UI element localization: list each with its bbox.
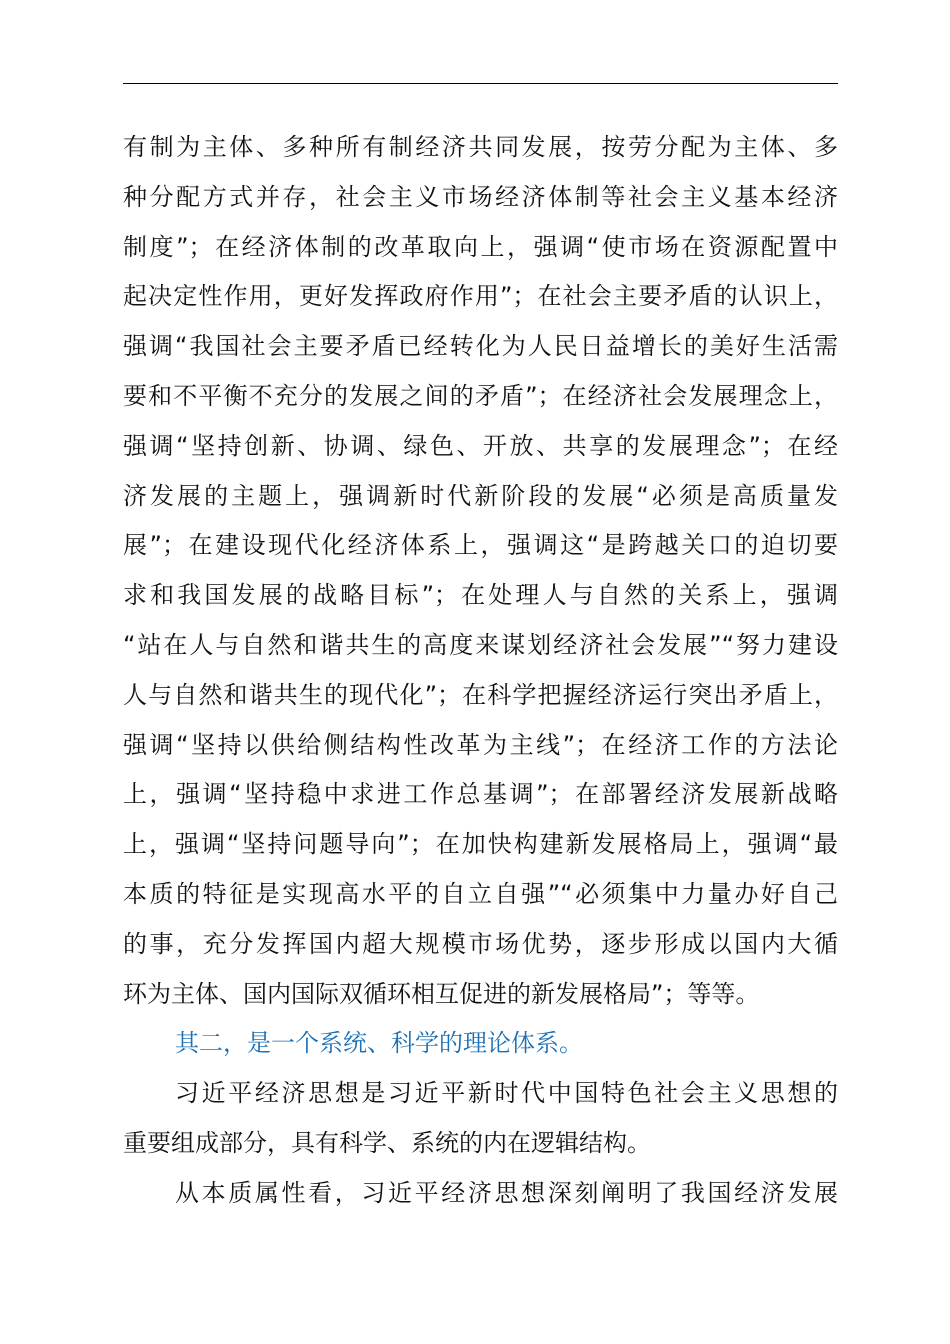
text-line: 人与自然和谐共生的现代化”；在科学把握经济运行突出矛盾上， — [123, 680, 838, 709]
text-line: 济发展的主题上，强调新时代新阶段的发展“必须是高质量发 — [123, 481, 838, 510]
text-line: 有制为主体、多种所有制经济共同发展，按劳分配为主体、多 — [123, 133, 838, 161]
text-line: 起决定性作用，更好发挥政府作用”；在社会主要矛盾的认识上， — [123, 282, 838, 311]
text-line: 重要组成部分，具有科学、系统的内在逻辑结构。 — [123, 1128, 651, 1157]
header-rule — [123, 83, 838, 84]
section-heading: 其二，是一个系统、科学的理论体系。 — [175, 1029, 583, 1058]
text-line: 强调“我国社会主要矛盾已经转化为人民日益增长的美好生活需 — [123, 332, 838, 361]
text-line: 展”；在建设现代化经济体系上，强调这“是跨越关口的迫切要 — [123, 531, 838, 560]
text-line: 习近平经济思想是习近平新时代中国特色社会主义思想的 — [175, 1079, 838, 1108]
text-line: “站在人与自然和谐共生的高度来谋划经济社会发展”“努力建设 — [123, 630, 838, 659]
text-line: 本质的特征是实现高水平的自立自强”“必须集中力量办好自己 — [123, 879, 838, 908]
text-line: 强调“坚持以供给侧结构性改革为主线”；在经济工作的方法论 — [123, 730, 838, 759]
text-line: 的事，充分发挥国内超大规模市场优势，逐步形成以国内大循 — [123, 929, 838, 958]
text-line: 上，强调“坚持稳中求进工作总基调”；在部署经济发展新战略 — [123, 780, 838, 809]
paragraph-3 — [123, 1169, 838, 1219]
text-line: 上，强调“坚持问题导向”；在加快构建新发展格局上，强调“最 — [123, 830, 838, 859]
paragraph-2 — [123, 1069, 838, 1169]
text-line: 从本质属性看，习近平经济思想深刻阐明了我国经济发展 — [175, 1178, 838, 1207]
text-line: 制度”；在经济体制的改革取向上，强调“使市场在资源配置中 — [123, 232, 838, 261]
document-body — [123, 123, 838, 1219]
text-line: 要和不平衡不充分的发展之间的矛盾”；在经济社会发展理念上， — [123, 381, 838, 410]
text-line: 种分配方式并存，社会主义市场经济体制等社会主义基本经济 — [123, 182, 838, 211]
text-line: 求和我国发展的战略目标”；在处理人与自然的关系上，强调 — [123, 581, 838, 610]
text-line: 强调“坚持创新、协调、绿色、开放、共享的发展理念”；在经 — [123, 431, 838, 460]
paragraph-1 — [123, 123, 838, 1019]
text-line: 环为主体、国内国际双循环相互促进的新发展格局”；等等。 — [123, 979, 760, 1008]
